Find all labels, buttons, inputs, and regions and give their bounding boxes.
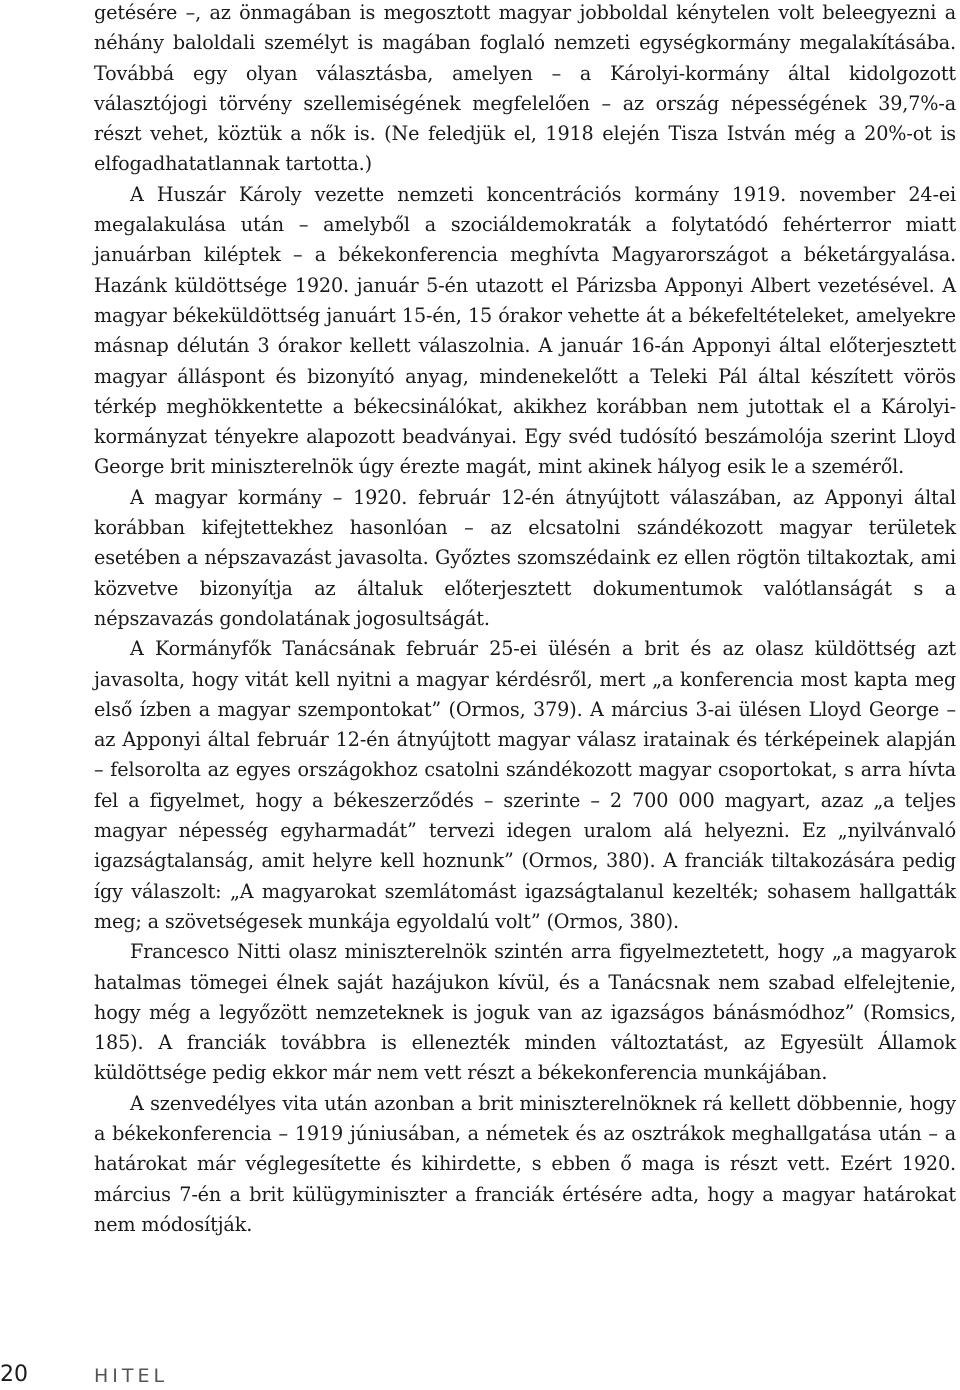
paragraph-5: Francesco Nitti olasz miniszterelnök szintén arra figyelmeztetett, hogy „a magyarok hatalmas tömegei élnek saját hazájukon kívül, és a Tanácsnak nem szabad elfelejtenie, hogy még a legyőzött nemzeteknek is joguk van az igazságos bánásmódhoz” (Romsics, 185). A franciák továbbra is ellenezték minden változtatást, az Egyesült Államok küldöttsége pedig ekkor már nem vett részt a békekonferencia munkájában. bbox=[94, 940, 956, 1085]
page-number: 20 bbox=[0, 1362, 28, 1387]
paragraph-4: A Kormányfők Tanácsának február 25-ei ülésén a brit és az olasz küldöttség azt javasolta, hogy vitát kell nyitni a magyar kérdésről, mert „a konferencia most kapta meg első ízben a magyar szempontokat” (Ormos, 379). A március 3-ai ülésen Lloyd George – az Apponyi által február 12-én átnyújtott magyar válasz iratainak és térképeinek alapján – felsorolta az egyes országokhoz csatolni szándékozott magyar csoportokat, s arra hívta fel a figyelmet, hogy a békeszerződés – szerinte – 2 700 000 magyart, azaz „a teljes magyar népesség egyharmadát” tervezi idegen uralom alá helyezni. Ez „nyilvánvaló igazságtalanság, amit helyre kell hoznunk” (Ormos, 380). A franciák tiltakozására pedig így válaszolt: „A magyarokat szemlátomást igazságtalanul kezelték; sohasem hallgatták meg; a szövetségesek munkája egyoldalú volt” (Ormos, 380). bbox=[94, 637, 956, 933]
paragraph-3: A magyar kormány – 1920. február 12-én átnyújtott válaszában, az Apponyi által korábban kifejtettekhez hasonlóan – az elcsatolni szándékozott magyar területek esetében a népszavazást javasolta. Győztes szomszédaink ez ellen rögtön tiltakoztak, ami közvetve bizonyítja az általuk előterjesztett dokumentumok valótlanságát s a népszavazás gondolatának jogosultságát. bbox=[94, 485, 956, 630]
article-body bbox=[94, 0, 956, 1240]
paragraph-2: A Huszár Károly vezette nemzeti koncentrációs kormány 1919. november 24-ei megalakulása után – amelyből a szociáldemokraták a folytatódó fehérterror miatt januárban kiléptek – a békekonferencia meghívta Magyarországot a béketárgyalása. Hazánk küldöttsége 1920. január 5-én utazott el Párizsba Apponyi Albert vezetésével. A magyar békeküldöttség januárt 15-én, 15 órakor vehette át a békefeltételeket, amelyekre másnap délután 3 órakor kellett válaszolnia. A január 16-án Apponyi által előterjesztett magyar álláspont és bizonyító anyag, mindenekelőtt a Teleki Pál által készített vörös térkép meghökkentette a békecsinálókat, akikhez korábban nem jutottak el a Károlyi-kormányzat tényekre alapozott beadványai. Egy svéd tudósító beszámolója szerint Lloyd George brit miniszterelnök úgy érezte magát, mint akinek hályog esik le a szeméről. bbox=[94, 182, 956, 479]
paragraph-1: getésére –, az önmagában is megosztott magyar jobboldal kénytelen volt beleegyezni a néhány baloldali személyt is magában foglaló nemzeti egységkormány megalakításába. Továbbá egy olyan választásba, amelyen – a Károlyi-kormány által kidolgozott választójogi törvény szellemiségének megfelelően – az ország népességének 39,7%-a részt vehet, köztük a nők is. (Ne feledjük el, 1918 elején Tisza István még a 20%-ot is elfogadhatatlannak tartotta.) bbox=[94, 1, 956, 176]
paragraph-6: A szenvedélyes vita után azonban a brit miniszterelnöknek rá kellett döbbennie, hogy a békekonferencia – 1919 júniusában, a németek és az osztrákok meghallgatása után – a határokat már véglegesítette és kihirdette, s ebben ő maga is részt vett. Ezért 1920. március 7-én a brit külügyminiszter a franciák értésére adta, hogy a magyar határokat nem módosítják. bbox=[94, 1091, 956, 1236]
journal-name: HITEL bbox=[94, 1365, 169, 1387]
